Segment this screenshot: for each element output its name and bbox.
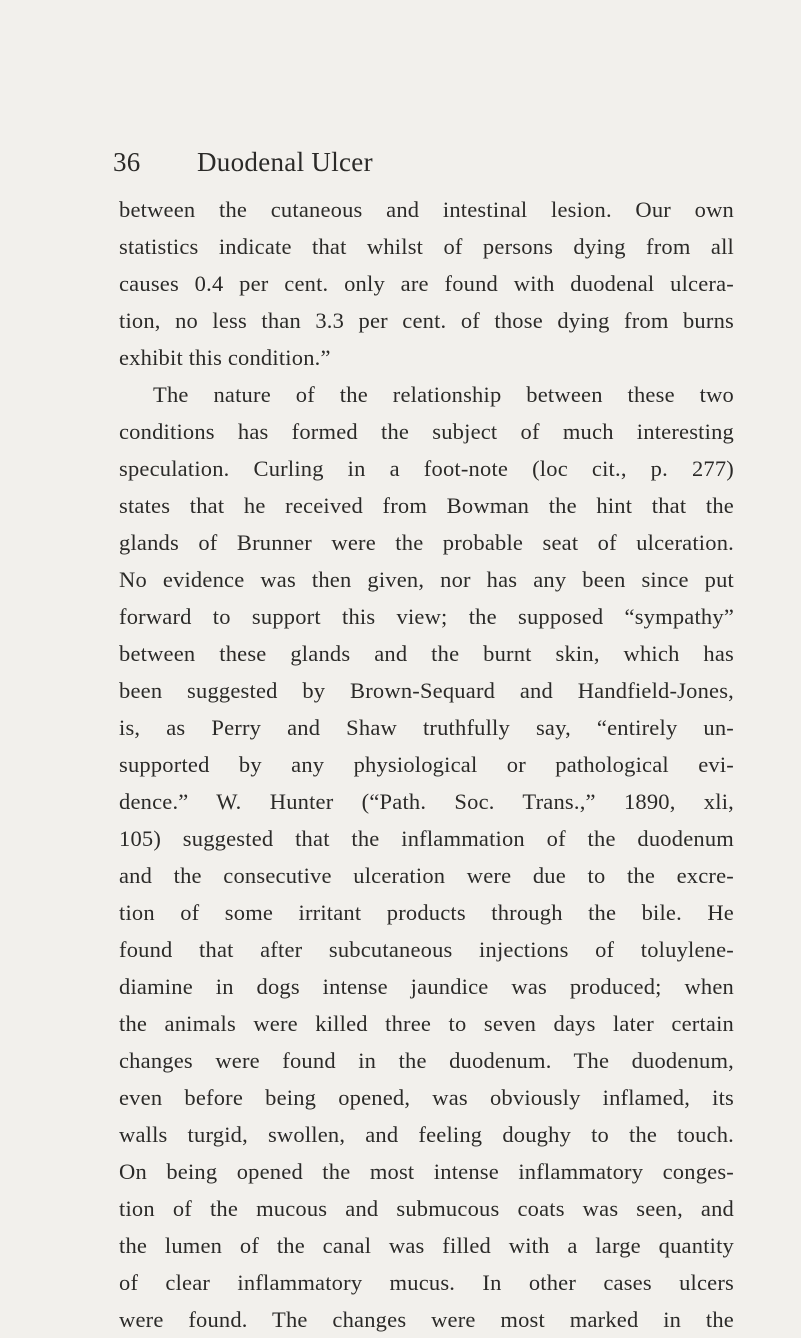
text-line: is, as Perry and Shaw truthfully say, “entirely un- <box>119 715 734 740</box>
text-line: speculation. Curling in a foot-note (loc cit., p. 277) <box>119 456 734 481</box>
text-line: and the consecutive ulceration were due to the excre- <box>119 863 734 888</box>
text-line: been suggested by Brown-Sequard and Handfield-Jones, <box>119 678 734 703</box>
running-head <box>113 142 713 182</box>
text-line: conditions has formed the subject of much interesting <box>119 419 734 444</box>
text-line: forward to support this view; the supposed “sympathy” <box>119 604 734 629</box>
text-line: found that after subcutaneous injections of toluylene- <box>119 937 734 962</box>
text-line: changes were found in the duodenum. The duodenum, <box>119 1048 734 1073</box>
text-line: states that he received from Bowman the hint that the <box>119 493 734 518</box>
text-line: On being opened the most intense inflammatory conges- <box>119 1159 734 1184</box>
text-line: the animals were killed three to seven days later certain <box>119 1011 734 1036</box>
text-line: dence.” W. Hunter (“Path. Soc. Trans.,” 1890, xli, <box>119 789 734 814</box>
text-line: exhibit this condition.” <box>119 345 331 370</box>
text-line: diamine in dogs intense jaundice was produced; when <box>119 974 734 999</box>
text-line: tion of the mucous and submucous coats was seen, and <box>119 1196 734 1221</box>
text-line: even before being opened, was obviously inflamed, its <box>119 1085 734 1110</box>
text-line: supported by any physiological or pathological evi- <box>119 752 734 777</box>
text-line: No evidence was then given, nor has any been since put <box>119 567 734 592</box>
text-line: statistics indicate that whilst of persons dying from all <box>119 234 734 259</box>
text-line: 105) suggested that the inflammation of the duodenum <box>119 826 734 851</box>
text-line: tion of some irritant products through the bile. He <box>119 900 734 925</box>
text-line: between the cutaneous and intestinal lesion. Our own <box>119 197 734 222</box>
running-title: Duodenal Ulcer <box>197 147 373 177</box>
body-text <box>119 191 734 1338</box>
text-line: were found. The changes were most marked in the <box>119 1307 734 1332</box>
text-line: glands of Brunner were the probable seat of ulceration. <box>119 530 734 555</box>
text-line: between these glands and the burnt skin, which has <box>119 641 734 666</box>
text-line: the lumen of the canal was filled with a large quantity <box>119 1233 734 1258</box>
text-line: causes 0.4 per cent. only are found with duodenal ulcera- <box>119 271 734 296</box>
text-line: tion, no less than 3.3 per cent. of those dying from burns <box>119 308 734 333</box>
text-line: The nature of the relationship between these two <box>153 382 734 407</box>
page-number: 36 <box>113 147 141 177</box>
text-line: of clear inflammatory mucus. In other cases ulcers <box>119 1270 734 1295</box>
text-line: walls turgid, swollen, and feeling doughy to the touch. <box>119 1122 734 1147</box>
